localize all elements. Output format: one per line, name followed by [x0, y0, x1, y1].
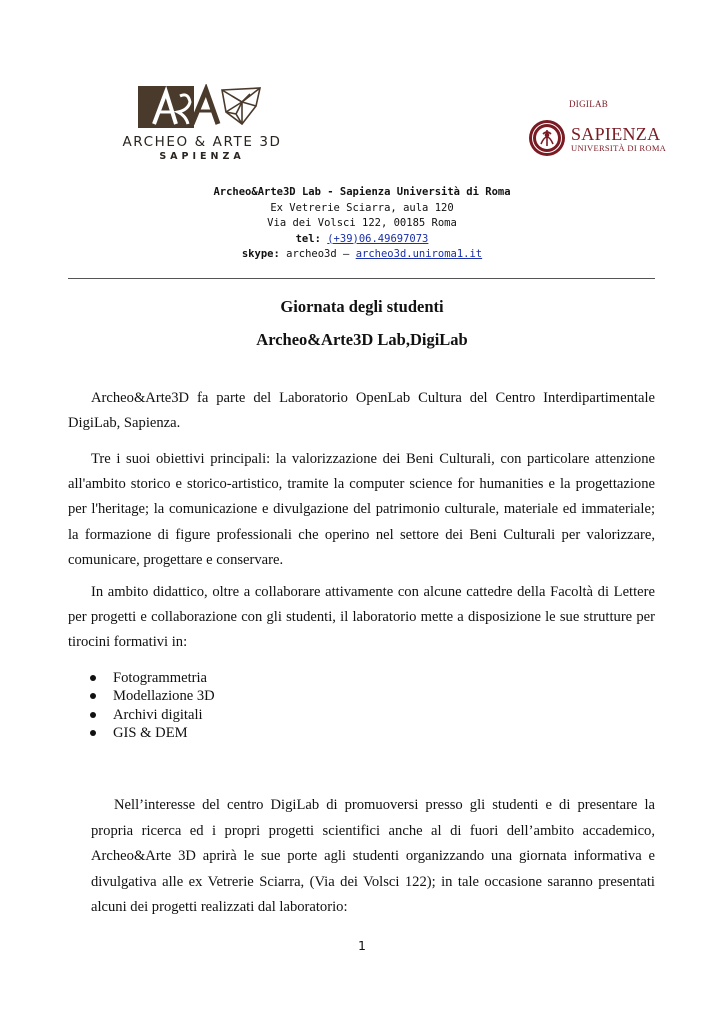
- internship-topics-list: [88, 669, 215, 742]
- logo-subtitle: SAPIENZA: [159, 151, 245, 162]
- website-link[interactable]: archeo3d.uniroma1.it: [355, 248, 483, 260]
- document-title: Giornata degli studenti: [280, 297, 444, 316]
- document-subtitle: Archeo&Arte3D Lab,DigiLab: [256, 330, 468, 349]
- tel-link[interactable]: (+39)06.49697073: [327, 232, 429, 245]
- separator: –: [343, 248, 350, 260]
- bullet-icon: [90, 675, 96, 681]
- skype-label: skype:: [241, 248, 280, 260]
- list-item: [88, 669, 215, 687]
- sapienza-name: SAPIENZA: [571, 124, 661, 144]
- contact-block: [0, 185, 724, 263]
- list-item-label: Fotogrammetria: [113, 670, 208, 686]
- skype-value: archeo3d: [286, 248, 337, 260]
- tel-label: tel:: [295, 232, 321, 245]
- list-item: [88, 706, 215, 724]
- header-divider: [68, 278, 655, 279]
- paragraph-didactic: In ambito didattico, oltre a collaborare attivamente con alcune cattedre della Facoltà di Lettere per progetti e collaborazione con gli studenti, il laboratorio mette a disposizione le sue strutture per tirocini formativi in:: [68, 584, 655, 651]
- paragraph-intro: Archeo&Arte3D fa parte del Laboratorio OpenLab Cultura del Centro Interdipartimentale DigiLab, Sapienza.: [68, 390, 655, 432]
- address-line-2: Via dei Volsci 122, 00185 Roma: [267, 217, 457, 229]
- list-item: [88, 687, 215, 705]
- paragraph-objectives: Tre i suoi obiettivi principali: la valorizzazione dei Beni Culturali, con particolare attenzione all'ambito storico e storico-artistico, tramite la computer science for humanities e la progettazione per l'heritage; la comunicazione e divulgazione del patrimonio culturale, materiale ed immateriale; la formazione di figure professionali che operino nel settore dei Beni Culturali per valorizzare, comunicare, progettare e conservare.: [68, 451, 655, 568]
- address-line-1: Ex Vetrerie Sciarra, aula 120: [270, 201, 454, 214]
- sapienza-university-label: UNIVERSITÀ DI ROMA: [571, 143, 667, 153]
- list-item: [88, 724, 215, 742]
- bullet-icon: [90, 693, 96, 699]
- logo-title: ARCHEO & ARTE 3D: [122, 134, 282, 150]
- lab-name: Archeo&Arte3D Lab - Sapienza Università di Roma: [213, 186, 511, 198]
- digilab-label: DIGILAB: [569, 99, 609, 109]
- bullet-icon: [90, 730, 96, 736]
- bullet-icon: [90, 712, 96, 718]
- paragraph-event: Nell’interesse del centro DigiLab di promuoversi presso gli studenti e di presentare la propria ricerca ed i propri progetti scientifici anche al di fuori dell’ambito accademico, Archeo&Arte 3D aprirà le sue porte agli studenti organizzando una giornata informativa e divulgativa alle ex Vetrerie Sciarra, (Via dei Volsci 122); in tale occasione saranno presentati alcuni dei progetti realizzati dal laboratorio:: [91, 797, 655, 916]
- sapienza-seal-icon: [528, 119, 566, 157]
- list-item-label: Modellazione 3D: [113, 688, 215, 705]
- list-item-label: GIS & DEM: [113, 724, 188, 741]
- page-number: 1: [358, 938, 366, 953]
- list-item-label: Archivi digitali: [113, 706, 203, 723]
